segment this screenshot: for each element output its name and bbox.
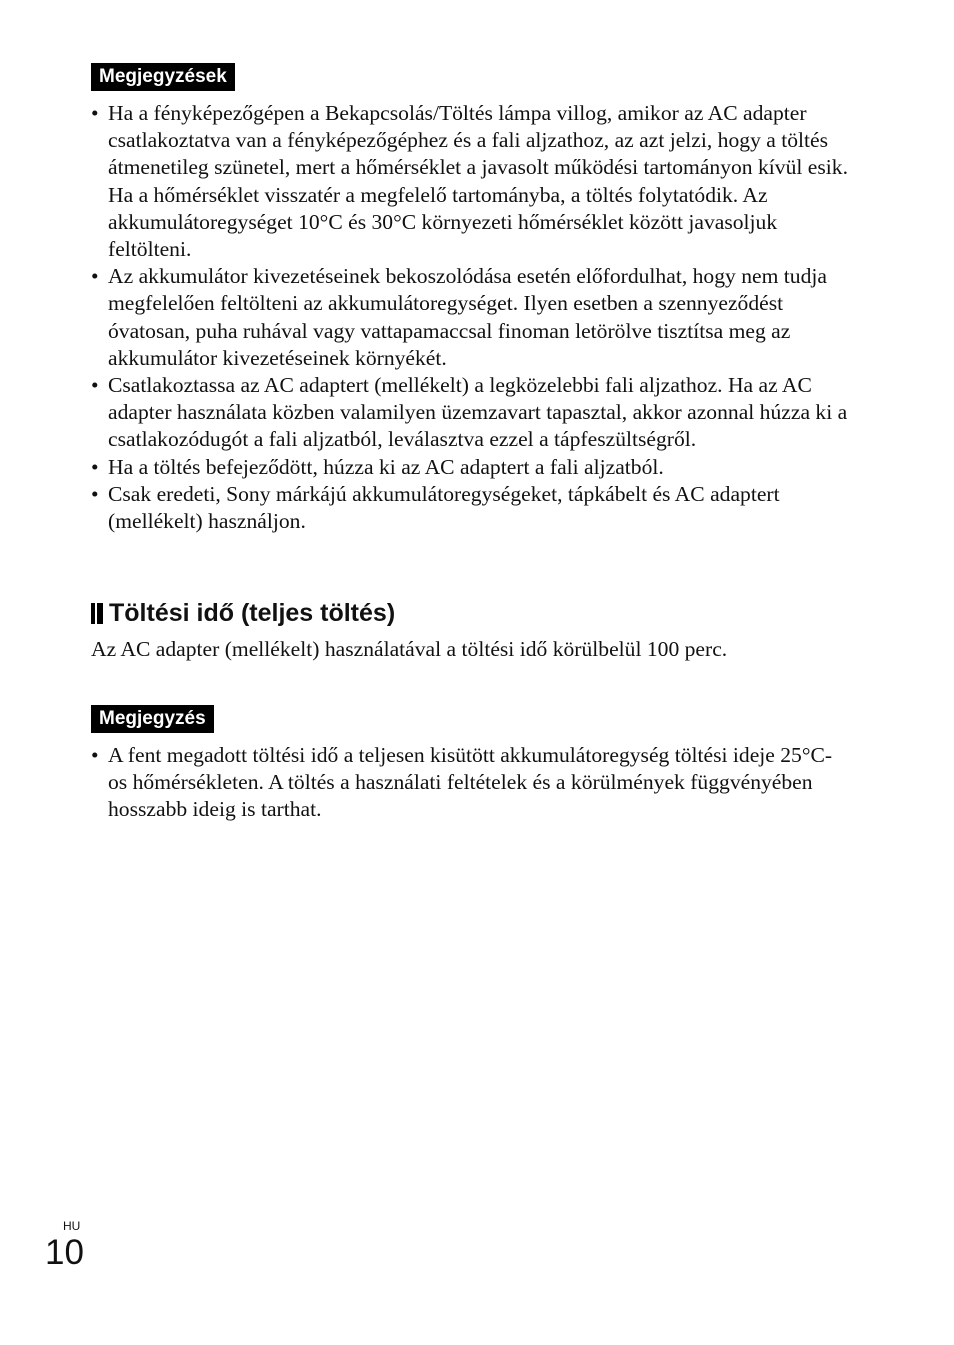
notes-list bbox=[91, 100, 851, 535]
note-item: • Ha a töltés befejeződött, húzza ki az AC adaptert a fali aljzatból. bbox=[91, 454, 851, 481]
heading-marker-icon bbox=[91, 603, 103, 624]
language-code: HU bbox=[63, 1219, 81, 1233]
note-item: • Ha a fényképezőgépen a Bekapcsolás/Töltés lámpa villog, amikor az AC adapter csatlakoztatva van a fényképezőgéphez és a fali aljzathoz, az azt jelzi, hogy a töltés átmenetileg szünetel, mert a hőmérséklet a javasolt működési tartományon kívül esik. Ha a hőmérséklet visszatér a megfelelő tartományba, a töltés folytatódik. Az akkumulátoregységet 10°C és 30°C környezeti hőmérséklet között javasoljuk feltölteni. bbox=[91, 100, 851, 263]
section-heading-text: Töltési idő (teljes töltés) bbox=[109, 599, 396, 627]
section-heading bbox=[91, 597, 395, 629]
note-list bbox=[91, 742, 851, 824]
note-item: • Csatlakoztassa az AC adaptert (mellékelt) a legközelebbi fali aljzathoz. Ha az AC adapter használata közben valamilyen üzemzavart tapasztal, akkor azonnal húzza ki a csatlakozódugót a fali aljzatból, leválasztva ezzel a tápfeszültségről. bbox=[91, 372, 851, 454]
notes-label: Megjegyzések bbox=[91, 63, 235, 91]
note-label: Megjegyzés bbox=[91, 705, 214, 733]
page-number: 10 bbox=[45, 1233, 84, 1272]
charging-time-paragraph: Az AC adapter (mellékelt) használatával a töltési idő körülbelül 100 perc. bbox=[91, 637, 728, 661]
note-item: • A fent megadott töltési idő a teljesen kisütött akkumulátoregység töltési ideje 25°C-os hőmérsékleten. A töltés a használati feltételek és a körülmények függvényében hosszabb ideig is tarthat. bbox=[91, 742, 851, 824]
note-item: • Csak eredeti, Sony márkájú akkumulátoregységeket, tápkábelt és AC adaptert (mellékelt) használjon. bbox=[91, 481, 851, 535]
note-item: • Az akkumulátor kivezetéseinek bekoszolódása esetén előfordulhat, hogy nem tudja megfelelően feltölteni az akkumulátoregységet. Ilyen esetben a szennyeződést óvatosan, puha ruhával vagy vattapamaccsal finoman letörölve tisztítsa meg az akkumulátor kivezetéseinek környékét. bbox=[91, 263, 851, 372]
